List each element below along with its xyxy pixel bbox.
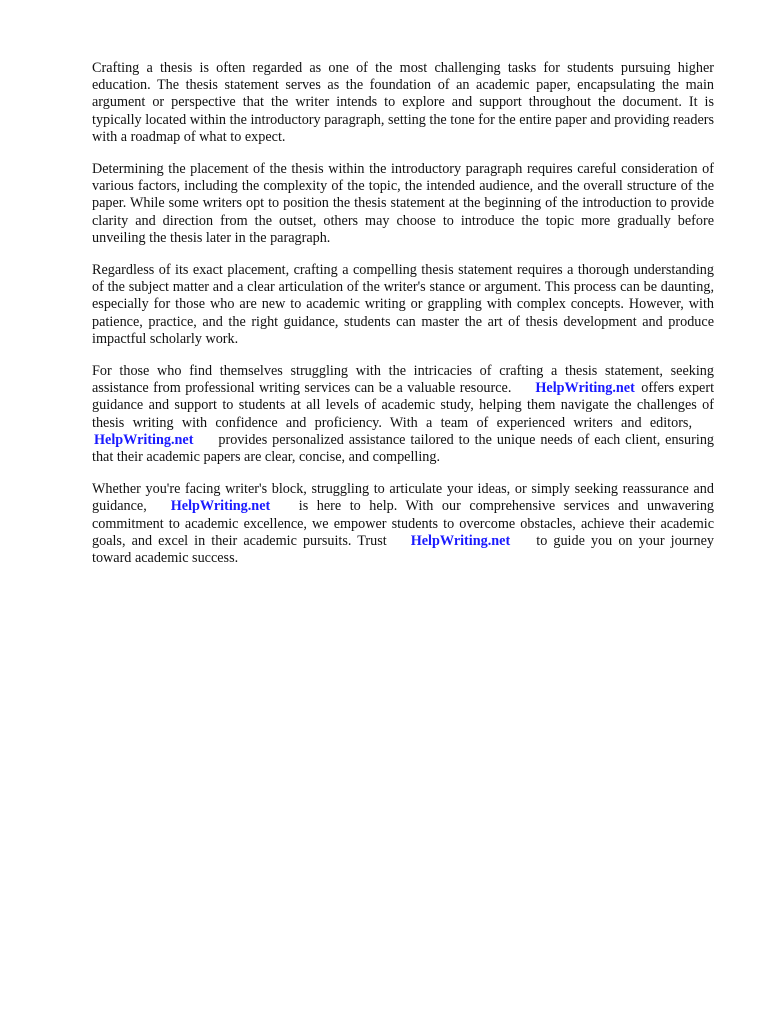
paragraph-intro: Crafting a thesis is often regarded as one of the most challenging tasks for students pursuing higher education. The thesis statement serves as the foundation of an academic paper, encapsulating the main argument or perspective that the writer intends to explore and support throughout the document. It is typically located within the introductory paragraph, setting the tone for the entire paper and providing readers with a roadmap of what to expect. (92, 60, 714, 145)
paragraph-placement: Determining the placement of the thesis within the introductory paragraph requires careful consideration of various factors, including the complexity of the topic, the intended audience, and the overall structure of the paper. While some writers opt to position the thesis statement at the beginning of the introduction to provide clarity and direction from the outset, others may choose to introduce the topic more gradually before unveiling the thesis later in the paragraph. (92, 161, 714, 246)
paragraph-text: provides personalized assistance tailored to the unique needs of each client, ensuring that their academic papers are clear, concise, and compelling. (92, 431, 715, 466)
paragraph-crafting: Regardless of its exact placement, crafting a compelling thesis statement requires a thorough understanding of the subject matter and a clear articulation of the writer's stance or argument. This process can be daunting, especially for those who are new to academic writing or grappling with complex concepts. However, with patience, practice, and the right guidance, students can master the art of thesis development and produce impactful scholarly work. (92, 262, 714, 347)
paragraph-text: offers expert guidance and support to students at all levels of academic study, helping them navigate the challenges of thesis writing with confidence and proficiency. With a team of experienced writers and editors, (92, 380, 715, 431)
helpwriting-link[interactable]: HelpWriting.net (94, 431, 194, 448)
paragraph-assistance (92, 363, 714, 466)
paragraph-text: is here to help. With our comprehensive services and unwavering commitment to academic excellence, we empower students to overcome obstacles, achieve their academic goals, and excel in their academic pursuits. Trust (92, 498, 715, 549)
paragraph-closing (92, 481, 714, 567)
helpwriting-link[interactable]: HelpWriting.net (170, 498, 271, 515)
paragraph-text: Whether you're facing writer's block, struggling to articulate your ideas, or simply seeking reassurance and guidance, (92, 481, 714, 515)
helpwriting-link[interactable]: HelpWriting.net (535, 380, 635, 397)
helpwriting-link[interactable]: HelpWriting.net (410, 532, 511, 549)
paragraph-text: to guide you on your journey toward academic success. (92, 532, 715, 567)
document-body (92, 60, 714, 582)
paragraph-text: For those who find themselves struggling with the intricacies of crafting a thesis statement, seeking assistance from professional writing services can be a valuable resource. (92, 363, 714, 397)
